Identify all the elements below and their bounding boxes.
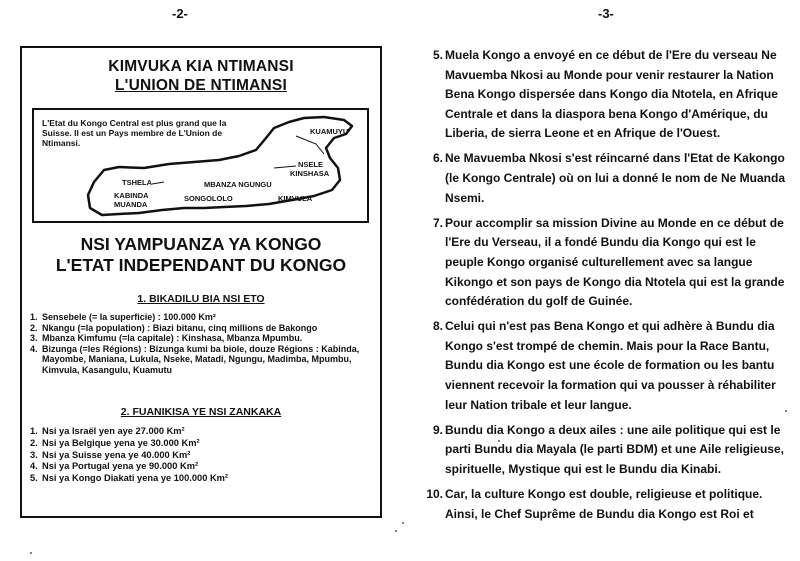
list-item: 3. Mbanza Kimfumu (=la capitale) : Kinshasa, Mbanza Mpumbu. [30, 333, 303, 344]
list-item: 10. Car, la culture Kongo est double, religieuse et politique. Ainsi, le Chef Suprême de Bundu dia Kongo est Roi et [426, 486, 763, 521]
map-label-kabinda: KABINDA [114, 191, 149, 200]
map-label-songololo: SONGOLOLO [184, 194, 233, 203]
section-1-title: 1. BIKADILU BIA NSI ETO [137, 293, 265, 305]
left-page-frame [20, 46, 382, 518]
list-item: 4. Bizunga (=les Régions) : Bizunga kumi ba biole, douze Régions : Kabinda, Mayombe, Maniana, Lukula, Nseke, Matadi, Ngungu, Madimba, Mpumbu, Kimvula, Kasangulu, Kuamutu [30, 343, 360, 375]
list-item: 5. Nsi ya Kongo Diakati yena ye 100.000 Km² [30, 473, 229, 484]
list-item: 8. Celui qui n'est pas Bena Kongo et qui adhère à Bundu dia Kongo s'est trompé de chemin. Mais pour la Race Bantu, Bundu dia Kongo est une école de formation ou les bantu viennent recevoir la formation qui va pousser à réhabiliter leur Nation tribale et leur langue. [432, 319, 776, 412]
list-item: 2. Nsi ya Belgique yena ye 30.000 Km² [30, 437, 200, 448]
left-page-number: -2- [172, 6, 188, 21]
scan-speck [30, 552, 32, 554]
map-label-nsele: NSELE [298, 160, 324, 169]
map-label-tshela: TSHELA [122, 178, 152, 187]
state-heading-french: L'ETAT INDEPENDANT DU KONGO [55, 255, 347, 275]
map-label-muanda: MUANDA [114, 200, 148, 209]
list-item: 5. Muela Kongo a envoyé en ce début de l'Ere du verseau Ne Mavuemba Nkosi au Monde pour venir restaurer la Nation Bena Kongo dispersée dans Kongo dia Ntotela, en Afrique Centrale et dans la diaspora bena Kongo d'Amérique, du Liberia, de sierra Leone et en Afrique de l'Ouest. [432, 48, 778, 141]
scan-speck [498, 440, 500, 442]
map-caption: L'Etat du Kongo Central est plus grand que la Suisse. Il est un Pays membre de L'Union de Ntimansi. [42, 118, 227, 148]
section-2-title: 2. FUANIKISA YE NSI ZANKAKA [120, 406, 282, 418]
list-item: 4. Nsi ya Portugal yena ye 90.000 Km² [30, 461, 199, 472]
section-1-list [30, 312, 375, 376]
scan-speck [395, 530, 397, 532]
list-item: 1. Nsi ya Israël yen aye 27.000 Km² [30, 426, 185, 436]
list-item: 3. Nsi ya Suisse yena ye 40.000 Km² [30, 449, 191, 460]
list-item: 1. Sensebele (= la superficie) : 100.000 Km² [30, 312, 216, 322]
union-title-french: L'UNION DE NTIMANSI [115, 77, 287, 94]
state-heading-kikongo: NSI YAMPUANZA YA KONGO [80, 234, 322, 254]
list-item: 2. Nkangu (=la population) : Biazi bitanu, cinq millions de Bakongo [30, 322, 318, 333]
kongo-central-map [32, 108, 369, 223]
map-label-kuamuyu: KUAMUYU [310, 127, 349, 136]
section-2-list [30, 426, 375, 485]
list-item: 6. Ne Mavuemba Nkosi s'est réincarné dans l'Etat de Kakongo (le Kongo Centrale) où on lui a donné le nom de Ne Muanda Nsemi. [432, 151, 786, 205]
right-page-number: -3- [598, 6, 614, 21]
union-title-kikongo: KIMVUKA KIA NTIMANSI [108, 58, 294, 75]
map-label-mbanza-ngungu: MBANZA NGUNGU [204, 180, 272, 189]
scan-speck [785, 410, 787, 412]
map-label-kimvula: KIMVULA [278, 194, 313, 203]
map-label-kinshasa: KINSHASA [290, 169, 330, 178]
right-page-numbered-list [425, 46, 787, 530]
scan-speck [402, 522, 404, 524]
list-item: 7. Pour accomplir sa mission Divine au Monde en ce début de l'Ere du Verseau, il a fondé Bundu dia Kongo qui est le peuple Kongo organisé culturellement avec sa langue Kikongo et son pays de Kongo dia Ntotela qui est la grande confédération du golf de Guinée. [432, 215, 785, 309]
list-item: 9. Bundu dia Kongo a deux ailes : une aile politique qui est le parti Bundu dia Mayala (le parti BDM) et une Aile religieuse, spirituelle, Mystique qui est le Bundu dia Kinabi. [432, 422, 784, 476]
